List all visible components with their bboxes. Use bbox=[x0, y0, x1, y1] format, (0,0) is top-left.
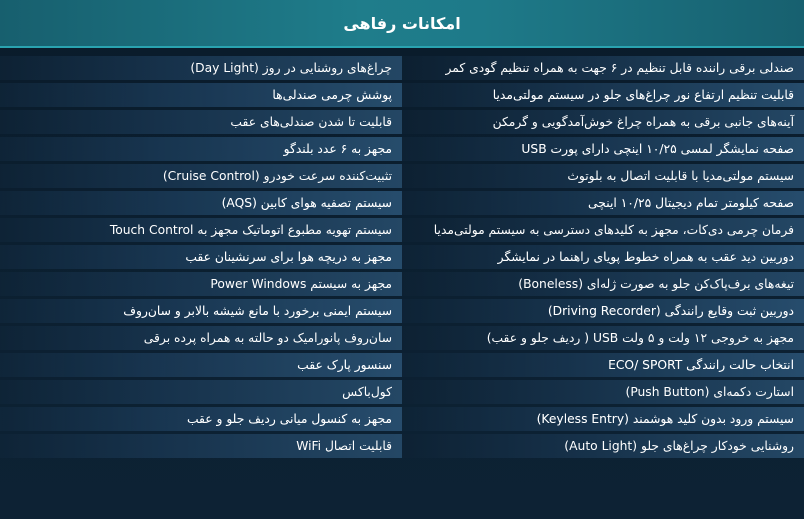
section-header bbox=[0, 0, 804, 48]
feature-item: دوربین دید عقب به همراه خطوط پویای راهنما در نمایشگر bbox=[402, 245, 804, 269]
feature-item: سان‌روف پانورامیک دو حالته به همراه پرده برقی bbox=[0, 326, 402, 350]
feature-item: استارت دکمه‌ای (Push Button) bbox=[402, 380, 804, 404]
feature-item: مجهز به دریچه هوا برای سرنشینان عقب bbox=[0, 245, 402, 269]
feature-item: سیستم ایمنی برخورد با مانع شیشه بالابر و سان‌روف bbox=[0, 299, 402, 323]
section-title: امکانات رفاهی bbox=[343, 13, 461, 33]
features-column-left bbox=[0, 56, 402, 461]
feature-item: پوشش چرمی صندلی‌ها bbox=[0, 83, 402, 107]
feature-item: صفحه نمایشگر لمسی ۱۰/۲۵ اینچی دارای پورت USB bbox=[402, 137, 804, 161]
feature-item: تیغه‌های برف‌پاک‌کن جلو به صورت ژله‌ای (Boneless) bbox=[402, 272, 804, 296]
feature-item: سنسور پارک عقب bbox=[0, 353, 402, 377]
features-column-right bbox=[402, 56, 804, 461]
feature-item: انتخاب حالت رانندگی ECO/ SPORT bbox=[402, 353, 804, 377]
feature-item: مجهز به خروجی ۱۲ ولت و ۵ ولت USB ( ردیف جلو و عقب) bbox=[402, 326, 804, 350]
feature-item: سیستم تهویه مطبوع اتوماتیک مجهز به Touch Control bbox=[0, 218, 402, 242]
feature-item: کول‌باکس bbox=[0, 380, 402, 404]
feature-item: مجهز به سیستم Power Windows bbox=[0, 272, 402, 296]
feature-item: آینه‌های جانبی برقی به همراه چراغ خوش‌آمدگویی و گرمکن bbox=[402, 110, 804, 134]
feature-item: چراغ‌های روشنایی در روز (Day Light) bbox=[0, 56, 402, 80]
feature-item: سیستم ورود بدون کلید هوشمند (Keyless Entry) bbox=[402, 407, 804, 431]
feature-item: مجهز به ۶ عدد بلندگو bbox=[0, 137, 402, 161]
feature-item: تثبیت‌کننده سرعت خودرو (Cruise Control) bbox=[0, 164, 402, 188]
feature-item: قابلیت تنظیم ارتفاع نور چراغ‌های جلو در سیستم مولتی‌مدیا bbox=[402, 83, 804, 107]
feature-item: قابلیت تا شدن صندلی‌های عقب bbox=[0, 110, 402, 134]
feature-item: فرمان چرمی دی‌کات، مجهز به کلیدهای دسترسی به سیستم مولتی‌مدیا bbox=[402, 218, 804, 242]
feature-item: روشنایی خودکار چراغ‌های جلو (Auto Light) bbox=[402, 434, 804, 458]
feature-item: مجهز به کنسول میانی ردیف جلو و عقب bbox=[0, 407, 402, 431]
feature-item: صندلی برقی راننده قابل تنظیم در ۶ جهت به همراه تنظیم گودی کمر bbox=[402, 56, 804, 80]
feature-item: دوربین ثبت وقایع رانندگی (Driving Recorder) bbox=[402, 299, 804, 323]
feature-item: سیستم تصفیه هوای کابین (AQS) bbox=[0, 191, 402, 215]
features-table bbox=[0, 56, 804, 466]
feature-item: قابلیت اتصال WiFi bbox=[0, 434, 402, 458]
feature-item: صفحه کیلومتر تمام دیجیتال ۱۰/۲۵ اینچی bbox=[402, 191, 804, 215]
feature-item: سیستم مولتی‌مدیا با قابلیت اتصال به بلوتوث bbox=[402, 164, 804, 188]
